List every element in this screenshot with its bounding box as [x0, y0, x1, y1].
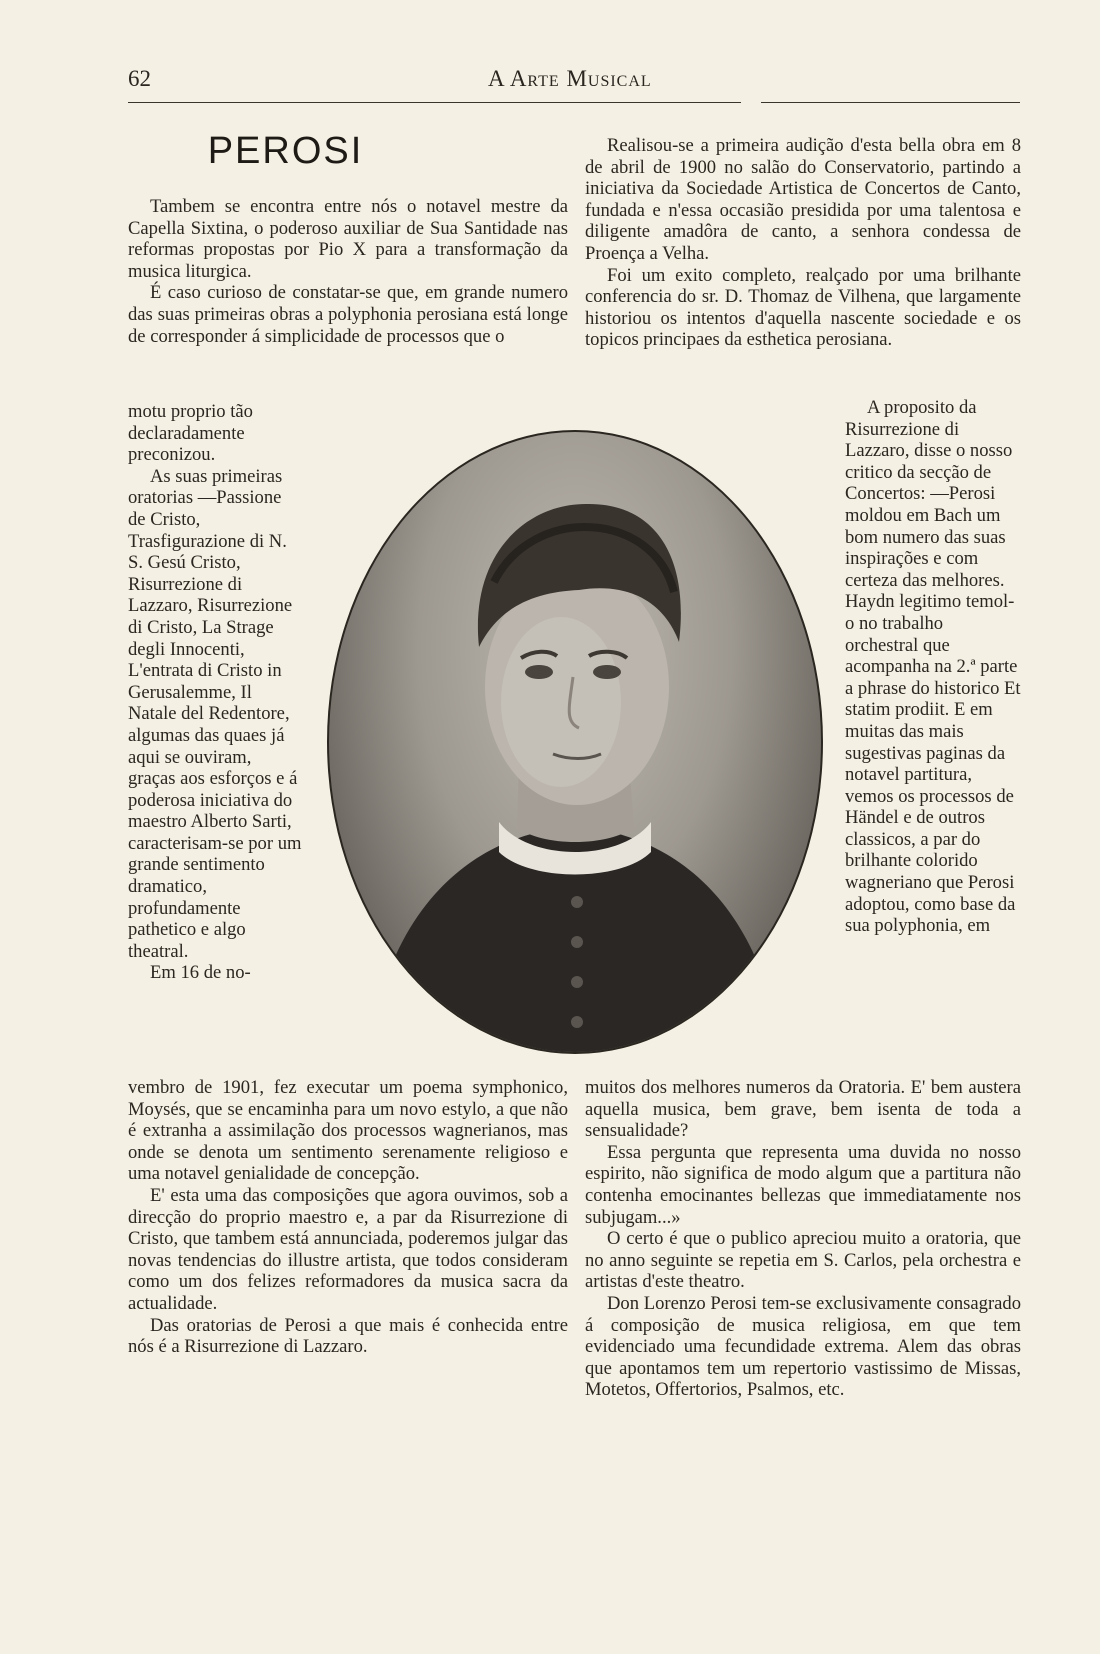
- page-header: [128, 66, 1018, 98]
- left-column-top: [128, 196, 568, 347]
- portrait-photo: [327, 430, 823, 1054]
- paragraph: muitos dos melhores numeros da Oratoria. E' bem austera aquella musica, bem grave, bem isenta de toda a sensualidade?: [585, 1077, 1021, 1142]
- paragraph: Realisou-se a primeira audição d'esta bella obra em 8 de abril de 1900 no salão do Conservatorio, partindo a iniciativa da Sociedade Artistica de Concertos de Canto, fundada e n'essa occasião presidida por uma talentosa e diligente amadôra de canto, a senhora condessa de Proença a Velha.: [585, 135, 1021, 264]
- paragraph: Foi um exito completo, realçado por uma brilhante conferencia do sr. D. Thomaz de Vilhena, que largamente historiou os intentos d'aquella nascente sociedade e os topicos principaes da esthetica perosiana.: [585, 264, 1021, 351]
- paragraph: Em 16 de no-: [150, 962, 251, 984]
- paragraph: motu proprio tão declaradamente preconizou.: [128, 401, 253, 466]
- paragraph: A proposito da Risurrezione di Lazzaro, disse o nosso critico da secção de Concertos: —Perosi moldou em Bach um bom numero das suas inspirações e com certeza das melhores. Haydn legitimo temol-o no trabalho orchestral que acompanha na 2.ª parte a phrase do historico Et statim prodiit. E em muitas das mais sugestivas paginas da notavel partitura, vemos os processos de Händel e de outros classicos, a par do brilhante colorido wagneriano que Perosi adoptou, como base da sua polyphonia, em: [845, 397, 1021, 937]
- right-column-bottom: [585, 1077, 1021, 1401]
- paragraph: vembro de 1901, fez executar um poema symphonico, Moysés, que se encaminha para um novo estylo, a que não é extranha a assimilação dos processos wagnerianos, mas onde se denota um sentimento serenamente religioso e uma notavel genialidade de concepção.: [128, 1077, 568, 1185]
- article-title: PEROSI: [207, 130, 364, 172]
- left-column-wrap: [128, 401, 302, 984]
- page-number: 62: [128, 66, 151, 91]
- paragraph: Don Lorenzo Perosi tem-se exclusivamente consagrado á composição de musica religiosa, em que tem evidenciado uma fecundidade extrema. Alem das obras que apontamos tem um repertorio vastissimo de Missas, Motetos, Offertorios, Psalmos, etc.: [585, 1292, 1021, 1401]
- paragraph: É caso curioso de constatar-se que, em grande numero das suas primeiras obras a polyphonia perosiana está longe de corresponder á simplicidade de processos que o: [128, 282, 568, 347]
- paragraph: As suas primeiras oratorias —Passione de Cristo, Trasfigurazione di N. S. Gesú Cristo, Risurrezione di Lazzaro, Risurrezione di Cristo, La Strage degli Innocenti, L'entrata di Cristo in Gerusalemme, Il Natale del Redentore, algumas das quaes já aqui se ouviram, graças aos esforços e á poderosa iniciativa do maestro Alberto Sarti, caracterisam-se por um grande sentimento dramatico, profundamente pathetico e algo theatral.: [128, 465, 302, 962]
- paragraph: E' esta uma das composições que agora ouvimos, sob a direcção do proprio maestro e, a par da Risurrezione di Cristo, que tambem está annunciada, poderemos julgar das novas tendencias do illustre artista, que todos consideram como um dos felizes reformadores da musica sacra da actualidade.: [128, 1184, 568, 1314]
- paragraph: Tambem se encontra entre nós o notavel mestre da Capella Sixtina, o poderoso auxiliar de Sua Santidade nas reformas propostas por Pio X para a transformação da musica liturgica.: [128, 196, 568, 282]
- left-column-bottom: [128, 1077, 568, 1358]
- header-rule: [128, 102, 1020, 103]
- paragraph: O certo é que o publico apreciou muito a oratoria, que no anno seguinte se repetia em S. Carlos, pela orchestra e artistas d'este theatro.: [585, 1228, 1021, 1293]
- paragraph: Essa pergunta que representa uma duvida no nosso espirito, não significa de modo algum que a partitura não contenha emocinantes bellezas que immediatamente nos subjugam...»: [585, 1141, 1021, 1228]
- portrait-illustration: [329, 432, 821, 1052]
- right-column-wrap: [845, 397, 1021, 937]
- header-rule-gap: [741, 98, 761, 106]
- right-column-top: [585, 135, 1021, 351]
- running-title: A Arte Musical: [488, 66, 652, 91]
- paragraph: Das oratorias de Perosi a que mais é conhecida entre nós é a Risurrezione di Lazzaro.: [128, 1314, 568, 1358]
